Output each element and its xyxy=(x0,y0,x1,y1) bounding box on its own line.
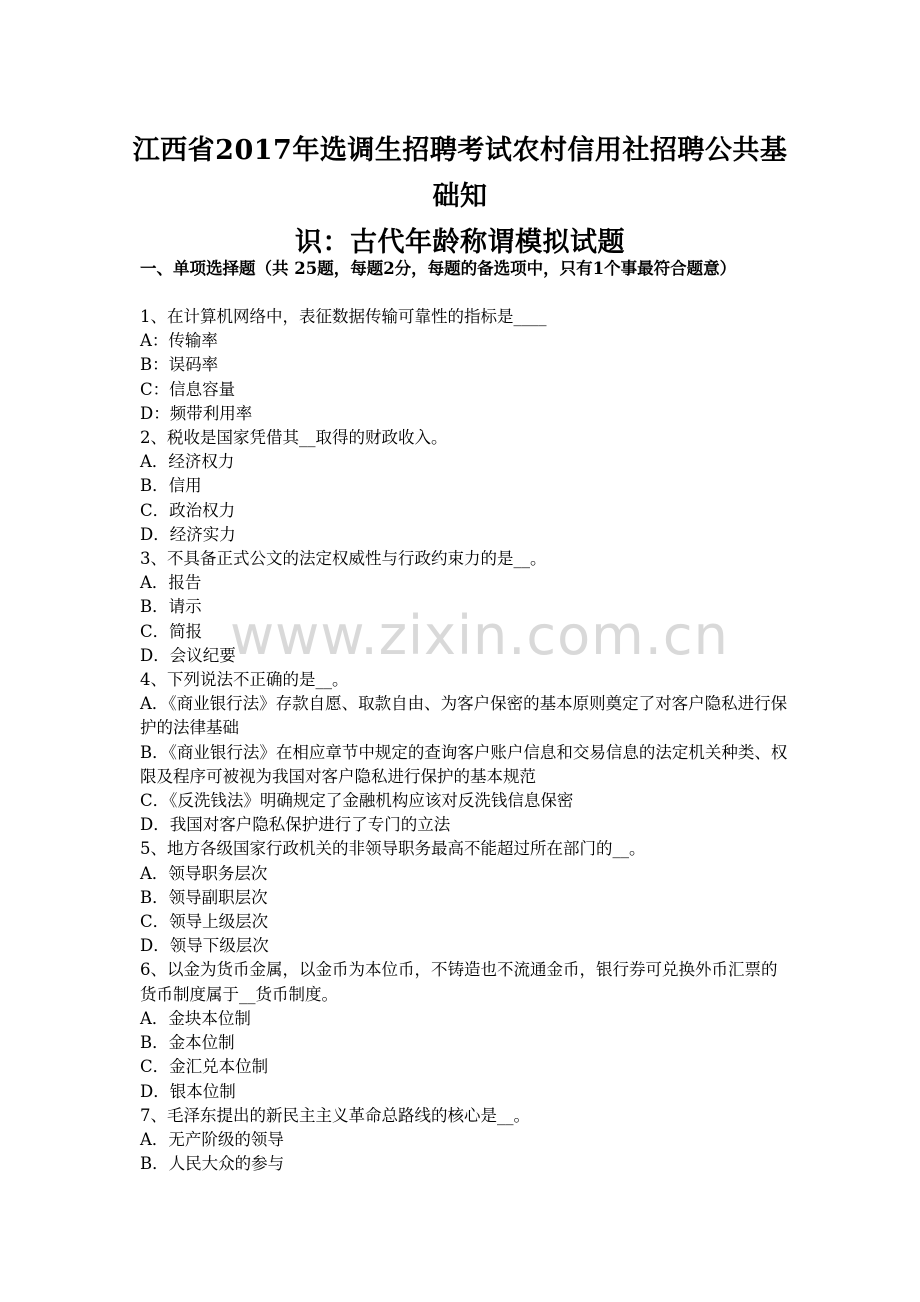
question-text: 1、在计算机网络中，表征数据传输可靠性的指标是____ xyxy=(140,307,547,326)
answer-option: B．人民大众的参与 xyxy=(140,1154,285,1174)
answer-option: B：误码率 xyxy=(140,355,219,375)
answer-option: D：频带利用率 xyxy=(140,403,253,423)
answer-option: C．政治权力 xyxy=(140,500,236,520)
answer-option: B．领导副职层次 xyxy=(140,887,268,907)
question-list xyxy=(140,305,790,1176)
answer-option: A．《商业银行法》存款自愿、取款自由、为客户保密的基本原则奠定了对客户隐私进行保护的法律基础 xyxy=(140,694,788,738)
answer-option: B．信用 xyxy=(140,476,202,496)
answer-option: D．领导下级层次 xyxy=(140,936,269,956)
answer-option: A．无产阶级的领导 xyxy=(140,1129,284,1149)
answer-option: D．银本位制 xyxy=(140,1081,236,1101)
answer-option: D．我国对客户隐私保护进行了专门的立法 xyxy=(140,815,451,835)
question-text: 3、不具备正式公文的法定权威性与行政约束力的是__。 xyxy=(140,549,547,569)
answer-option: A．经济权力 xyxy=(140,452,235,472)
answer-option: B．金本位制 xyxy=(140,1033,235,1053)
answer-option: C：信息容量 xyxy=(140,379,236,399)
answer-option: C．简报 xyxy=(140,621,203,641)
answer-option: B．《商业银行法》在相应章节中规定的查询客户账户信息和交易信息的法定机关种类、权限及程序可被视为我国对客户隐私进行保护的基本规范 xyxy=(140,742,788,786)
question-text: 6、以金为货币金属，以金币为本位币，不铸造也不流通金币，银行券可兑换外币汇票的货币制度属于__货币制度。 xyxy=(140,960,778,1004)
title-line-1: 江西省2017年选调生招聘考试农村信用社招聘公共基础知 xyxy=(132,135,788,212)
answer-option: D．会议纪要 xyxy=(140,645,236,665)
question-text: 4、下列说法不正确的是__。 xyxy=(140,670,349,690)
question-text: 7、毛泽东提出的新民主主义革命总路线的核心是__。 xyxy=(140,1105,530,1125)
answer-option: C．《反洗钱法》明确规定了金融机构应该对反洗钱信息保密 xyxy=(140,791,574,811)
question-text: 2、税收是国家凭借其__取得的财政收入。 xyxy=(140,428,448,448)
document-title xyxy=(120,128,800,266)
question-text: 5、地方各级国家行政机关的非领导职务最高不能超过所在部门的__。 xyxy=(140,839,646,859)
answer-option: C．领导上级层次 xyxy=(140,912,269,932)
section-heading: 一、单项选择题（共 25题，每题2分，每题的备选项中，只有1个事最符合题意） xyxy=(140,259,737,278)
answer-option: D．经济实力 xyxy=(140,524,236,544)
title-line-2: 识：古代年龄称谓模拟试题 xyxy=(295,227,625,258)
answer-option: C．金汇兑本位制 xyxy=(140,1057,269,1077)
answer-option: A．金块本位制 xyxy=(140,1008,251,1028)
answer-option: A．领导职务层次 xyxy=(140,863,268,883)
watermark: www.zixin.com.cn xyxy=(230,604,729,667)
answer-option: A．报告 xyxy=(140,573,202,593)
answer-option: B．请示 xyxy=(140,597,202,617)
answer-option: A：传输率 xyxy=(140,331,218,351)
